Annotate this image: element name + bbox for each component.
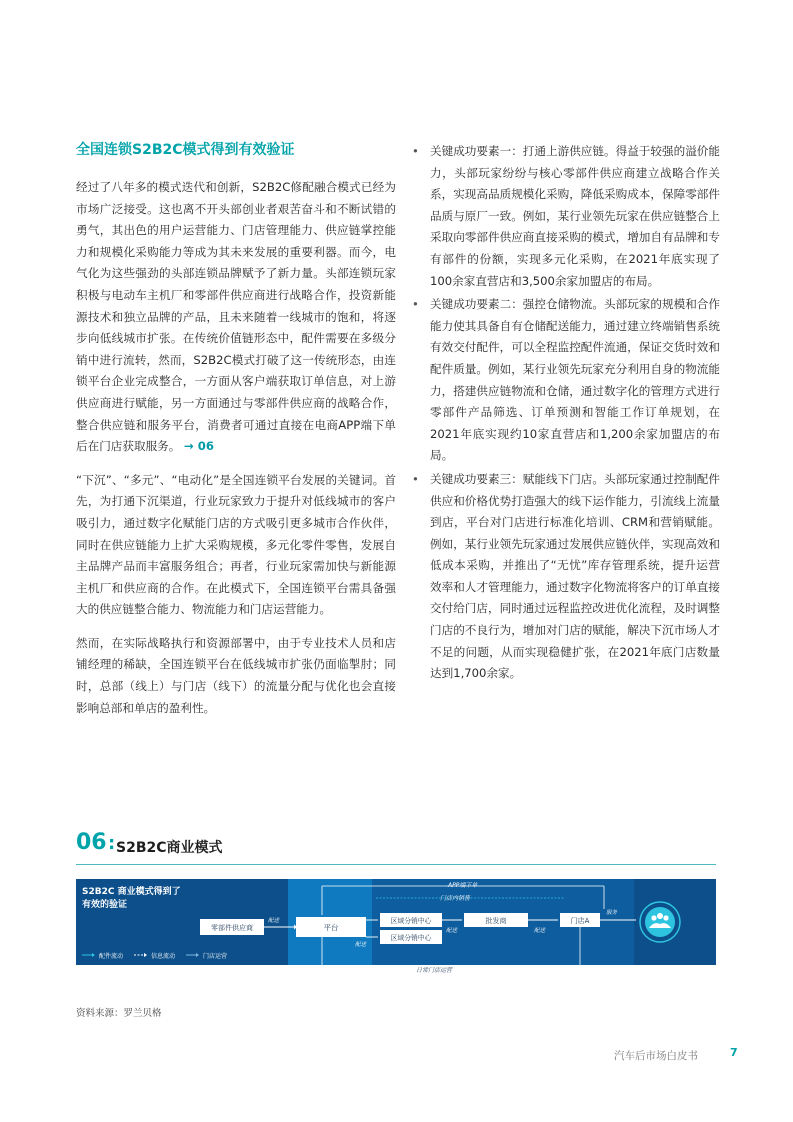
bullet-item [412, 294, 720, 467]
bullet-dot-icon: • [412, 471, 419, 486]
service-label: 服务 [606, 910, 618, 916]
bullet-item [412, 469, 720, 685]
bullet-item [412, 141, 720, 292]
delivery-label-3: 配送 [446, 928, 458, 934]
legend-arrow-icon [144, 953, 147, 957]
paragraph-2: “下沉”、“多元”、“电动化”是全国连锁平台发展的关键词。首先，为打通下沉渠道，行业玩家致力于提升对低线城市的客户吸引力，通过数字化赋能门店的方式吸引更多城市合作伙伴，同时在供应链能力上扩大采购规模，多元化零件零售，发展自主品牌产品而丰富服务组合；再者，行业玩家需加快与新能源主机厂和供应商的合作。在此模式下，全国连锁平台需具备强大的供应链整合能力、物流能力和门店运营能力。 [76, 472, 396, 617]
node-wholesaler-label: 批发商 [485, 917, 507, 925]
legend-info: 信息流动 [151, 953, 176, 960]
person-icon [657, 913, 663, 919]
figure-title [76, 830, 716, 858]
bullet-text: 关键成功要素二：强控仓储物流。头部玩家的规模和合作能力使其具备自有仓储配送能力，通过建立终端销售系统有效交付配件，可以全程监控配件流通，保证交货时效和配件质量。例如，某行业领先玩家充分利用自身的物流能力，搭建供应链物流和仓储，通过数字化的管理方式进行零部件产品筛选、订单预测和智能工作订单规划，在2021年底实现约10家直营店和1,200余家加盟店的布局。 [430, 297, 720, 463]
paragraph-3: 然而，在实际战略执行和资源部署中，由于专业技术人员和店铺经理的稀缺，全国连锁平台在低线城市扩张仍面临掣肘；同时，总部（线上）与门店（线下）的流量分配与优化也会直接影响总部和单店的盈利性。 [76, 635, 396, 715]
store-sales-label: 门店内销售 [440, 895, 471, 902]
node-platform-label: 平台 [323, 923, 339, 932]
delivery-label-1: 配送 [268, 918, 280, 924]
legend-parts: 配件流动 [99, 953, 124, 960]
bullet-text: 关键成功要素一：打通上游供应链。得益于较强的溢价能力，头部玩家纷纷与核心零部件供应商建立战略合作关系，实现高品质规模化采购，降低采购成本，保障零部件品质与原厂一致。例如，某行业领先玩家在供应链整合上采取向零部件供应商直接采购的模式，增加自有品牌和专有部件的份额，实现多元化采购，在2021年底实现了100余家直营店和3,500余家加盟店的布局。 [430, 144, 720, 288]
panel-title-line2: 有效的验证 [82, 900, 128, 910]
left-column [76, 141, 396, 731]
daily-ops-label: 日常门店运营 [416, 967, 453, 974]
figure-label: S2B2C商业模式 [116, 840, 223, 856]
bullet-text: 关键成功要素三：赋能线下门店。头部玩家通过控制配件供应和价格优势打造强大的线下运作能力，引流线上流量到店，平台对门店进行标准化培训、CRM和营销赋能。例如，某行业领先玩家通过发展供应链伙伴，实现高效和低成本采购，并推出了“无忧”库存管理系统，提升运营效率和人才管理能力，通过数字化物流将客户的订单直接交付给门店，同时通过远程监控改进优化流程，及时调整门店的不良行为，增加对门店的赋能，解决下沉市场人才不足的问题，从而实现稳健扩张，在2021年底门店数量达到1,700余家。 [430, 471, 720, 681]
section-heading: 全国连锁S2B2C模式得到有效验证 [76, 142, 295, 158]
app-order-label: APP端下单 [448, 882, 478, 889]
delivery-label-4: 配送 [534, 928, 546, 934]
node-dist-1-label: 区域分销中心 [390, 917, 432, 925]
figure-source: 资料来源：罗兰贝格 [76, 1008, 162, 1019]
paragraph-1-text: 经过了八年多的模式迭代和创新，S2B2C修配融合模式已经为市场广泛接受。这也离不开头部创业者艰苦奋斗和不断试错的勇气，其出色的用户运营能力、门店管理能力、供应链掌控能力和规模化采购能力等成为其未来发展的重要利器。而今，电气化为这些强劲的头部连锁品牌赋予了新力量。头部连锁玩家积极与电动车主机厂和零部件供应商进行战略合作，投资新能源技术和独立品牌的产品，且未来随着一线城市的饱和，将逐步向低线城市扩张。在传统价值链形态中，配件需要在多级分销中进行流转，然而，S2B2C模式打破了这一传统形态，由连锁平台企业完成整合，一方面从客户端获取订单信息，对上游供应商进行赋能，另一方面通过与零部件供应商的战略合作，整合供应链和服务平台，消费者可通过直接在电商APP端下单后在门店获取服务。 [76, 180, 396, 454]
node-store-label: 门店A [570, 917, 590, 925]
legend-arrow-icon [196, 953, 199, 957]
customers-icon [645, 907, 675, 937]
bullet-dot-icon: • [412, 297, 419, 312]
legend-arrow-icon [92, 953, 95, 957]
figure-colon: : [108, 833, 116, 854]
panel-title-line1: S2B2C 商业模式得到了 [82, 887, 181, 897]
footer-title: 汽车后市场白皮书 [614, 1050, 698, 1062]
node-dist-2-label: 区域分销中心 [390, 934, 432, 942]
bullet-dot-icon: • [412, 144, 419, 158]
figure-divider [76, 864, 716, 865]
figure-ref-link[interactable]: → 06 [184, 439, 214, 454]
paragraph-1 [76, 177, 396, 458]
person-icon [663, 915, 668, 920]
delivery-label-2: 配送 [355, 942, 367, 948]
person-icon [651, 915, 656, 920]
legend-ops: 门店运营 [203, 953, 228, 960]
figure-number: 06 [76, 830, 107, 855]
s2b2c-diagram [76, 879, 716, 979]
right-column [412, 141, 720, 685]
page-number: 7 [730, 1046, 738, 1059]
node-supplier-label: 零部件供应商 [211, 924, 253, 932]
